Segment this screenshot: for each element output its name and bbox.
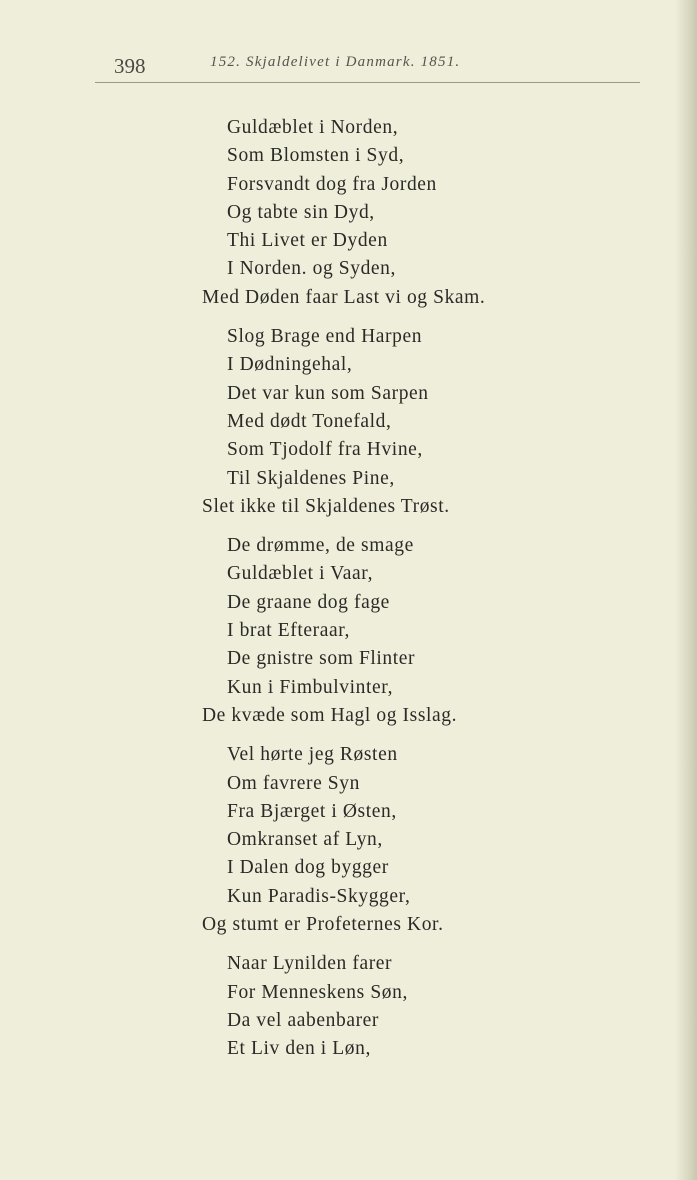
poem-line: De kvæde som Hagl og Isslag. bbox=[202, 704, 458, 726]
running-title: 152. Skjaldelivet i Danmark. 1851. bbox=[210, 54, 461, 70]
stanza bbox=[202, 323, 485, 521]
poem-line: Omkranset af Lyn, bbox=[227, 829, 383, 851]
page-binding-edge bbox=[675, 0, 697, 1180]
poem-line: Som Tjodolf fra Hvine, bbox=[227, 439, 423, 461]
poem-line: Slog Brage end Harpen bbox=[227, 326, 423, 348]
poem-line: Som Blomsten i Syd, bbox=[227, 145, 405, 167]
poem-line: I Norden. og Syden, bbox=[227, 258, 396, 280]
header-rule bbox=[95, 82, 640, 83]
stanza bbox=[202, 114, 485, 312]
poem bbox=[202, 114, 485, 1075]
poem-line: De drømme, de smage bbox=[227, 535, 414, 557]
stanza bbox=[202, 741, 485, 939]
page-header bbox=[114, 50, 644, 80]
poem-line: I Dalen dog bygger bbox=[227, 857, 389, 879]
poem-line: Da vel aabenbarer bbox=[227, 1009, 380, 1031]
poem-line: Til Skjaldenes Pine, bbox=[227, 467, 395, 489]
stanza bbox=[202, 950, 485, 1063]
stanza bbox=[202, 532, 485, 730]
poem-line: Om favrere Syn bbox=[227, 772, 360, 794]
poem-line: Forsvandt dog fra Jorden bbox=[227, 173, 437, 195]
page-number: 398 bbox=[114, 54, 146, 78]
poem-line: Med Døden faar Last vi og Skam. bbox=[202, 286, 486, 308]
poem-line: I brat Efteraar, bbox=[227, 620, 351, 642]
poem-line: Thi Livet er Dyden bbox=[227, 230, 388, 252]
poem-line: For Menneskens Søn, bbox=[227, 981, 408, 1003]
poem-line: Fra Bjærget i Østen, bbox=[227, 800, 397, 822]
poem-line: Kun i Fimbulvinter, bbox=[227, 676, 394, 698]
poem-line: Og tabte sin Dyd, bbox=[227, 201, 375, 223]
poem-line: Et Liv den i Løn, bbox=[227, 1038, 371, 1060]
poem-line: I Dødningehal, bbox=[227, 354, 353, 376]
poem-line: Det var kun som Sarpen bbox=[227, 382, 429, 404]
poem-line: Guldæblet i Vaar, bbox=[227, 563, 374, 585]
poem-line: De gnistre som Flinter bbox=[227, 648, 416, 670]
poem-line: Med dødt Tonefald, bbox=[227, 410, 392, 432]
poem-line: De graane dog fage bbox=[227, 591, 390, 613]
poem-line: Og stumt er Profeternes Kor. bbox=[202, 914, 444, 936]
poem-line: Vel hørte jeg Røsten bbox=[227, 744, 398, 766]
poem-line: Guldæblet i Norden, bbox=[227, 117, 399, 138]
poem-line: Slet ikke til Skjaldenes Trøst. bbox=[202, 495, 450, 517]
poem-line: Kun Paradis-Skygger, bbox=[227, 885, 411, 907]
poem-line: Naar Lynilden farer bbox=[227, 953, 393, 975]
